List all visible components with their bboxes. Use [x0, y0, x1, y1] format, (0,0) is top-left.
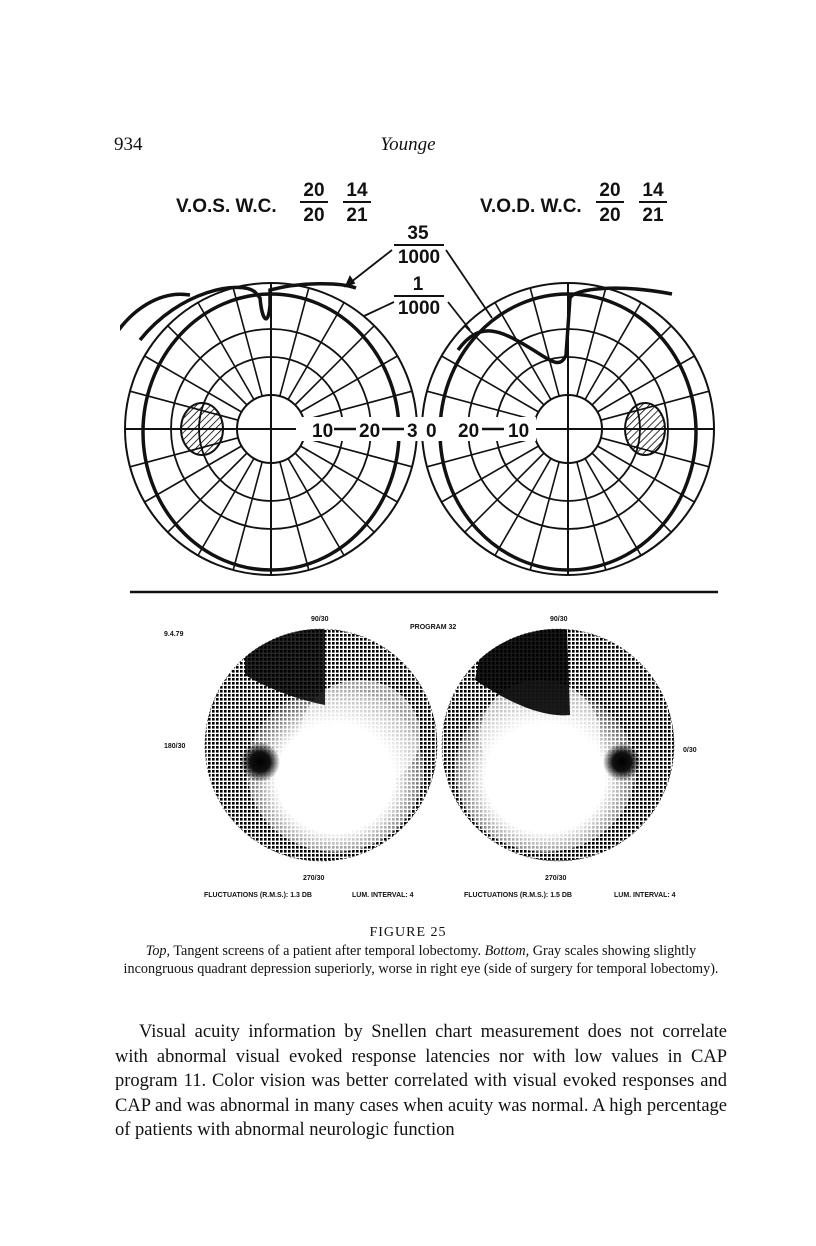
- left-label-90: 90/30: [311, 616, 329, 623]
- isopter-outer-den: 1000: [397, 247, 441, 268]
- vos-fraction-1-den: 20: [303, 205, 325, 226]
- program-label: PROGRAM 32: [410, 624, 457, 631]
- scale-left-3: 3: [407, 421, 418, 442]
- isopter-inner-den: 1000: [397, 298, 441, 319]
- right-label-90: 90/30: [550, 616, 568, 623]
- vos-wc-label: V.O.S. W.C.: [176, 196, 277, 217]
- isopter-outer-num: 35: [407, 223, 429, 244]
- vod-fraction-2-num: 14: [642, 180, 664, 201]
- scale-right-10: 10: [508, 421, 530, 442]
- tangent-spoke: [233, 462, 262, 570]
- figure-caption-label: FIGURE 25: [369, 925, 447, 940]
- caption-top-word: Top,: [145, 943, 171, 959]
- tangent-spoke: [280, 462, 309, 570]
- body-paragraph: Visual acuity information by Snellen chart measurement does not correlate with abnormal visual evoked response latencies nor with low values in CAP program 11. Color vision was better correlated with visual evoked responses and CAP and was abnormal in many cases when acuity was normal. A high percentage of patients with abnormal neurologic function: [115, 1022, 727, 1141]
- right-lum-interval: LUM. INTERVAL: 4: [614, 892, 676, 899]
- vos-fraction-1-num: 20: [303, 180, 325, 201]
- figure-caption: [115, 942, 727, 978]
- tangent-spoke: [233, 288, 262, 396]
- vod-fraction-1-num: 20: [599, 180, 621, 201]
- scale-right-20: 20: [458, 421, 480, 442]
- vod-fraction-1-den: 20: [599, 205, 621, 226]
- left-label-180: 180/30: [164, 743, 186, 750]
- tangent-spoke: [280, 288, 309, 396]
- gray-scale-left: [200, 625, 445, 870]
- gray-scale-date: 9.4.79: [164, 631, 184, 638]
- vos-fraction-2-den: 21: [346, 205, 368, 226]
- vod-fraction-2-den: 21: [642, 205, 664, 226]
- tangent-spoke: [530, 288, 559, 396]
- right-label-0: 0/30: [683, 747, 697, 754]
- caption-bottom-text: Gray scales showing slightly incongruous quadrant depression superiorly, worse in right eye (side of surgery for temporal lobectomy).: [123, 943, 719, 977]
- tangent-spoke: [577, 462, 606, 570]
- vod-wc-label: V.O.D. W.C.: [480, 196, 582, 217]
- scale-left-20: 20: [359, 421, 381, 442]
- running-head: Younge: [380, 134, 436, 155]
- left-lum-interval: LUM. INTERVAL: 4: [352, 892, 414, 899]
- tangent-spoke: [530, 462, 559, 570]
- vos-fraction-2-num: 14: [346, 180, 368, 201]
- left-label-270: 270/30: [303, 875, 325, 882]
- scale-left-10: 10: [312, 421, 334, 442]
- gray-scale-right: [437, 625, 682, 870]
- left-fluctuations: FLUCTUATIONS (R.M.S.): 1.3 DB: [204, 892, 312, 899]
- scale-right-0: 0: [426, 421, 437, 442]
- page-number: 934: [114, 134, 143, 155]
- caption-bottom-word: Bottom,: [484, 943, 530, 959]
- figure-25: [120, 170, 730, 910]
- caption-top-text: Tangent screens of a patient after temporal lobectomy.: [170, 943, 485, 959]
- tangent-spoke: [427, 438, 535, 467]
- tangent-spoke: [577, 288, 606, 396]
- right-label-270: 270/30: [545, 875, 567, 882]
- isopter-inner-num: 1: [412, 274, 424, 295]
- right-fluctuations: FLUCTUATIONS (R.M.S.): 1.5 DB: [464, 892, 572, 899]
- tangent-spoke: [304, 438, 412, 467]
